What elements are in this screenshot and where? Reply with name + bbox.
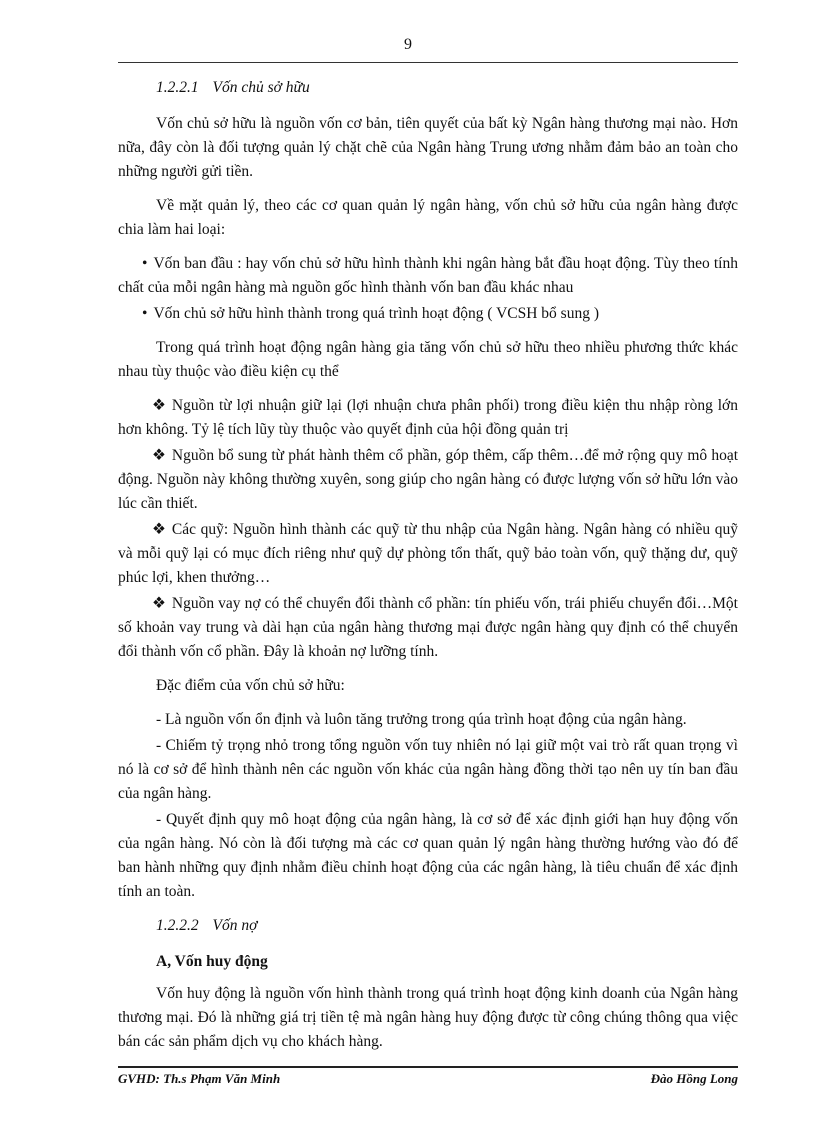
diamond-bullet-icon: ❖: [152, 521, 166, 538]
list-item: • Vốn chủ sở hữu hình thành trong quá trình hoạt động ( VCSH bổ sung ): [118, 302, 738, 326]
paragraph: Về mặt quản lý, theo các cơ quan quản lý ngân hàng, vốn chủ sở hữu của ngân hàng được chia làm hai loại:: [118, 197, 738, 238]
list-item: - Chiếm tỷ trọng nhỏ trong tổng nguồn vốn tuy nhiên nó lại giữ một vai trò rất quan trọng vì nó là cơ sở để hình thành nên các nguồn vốn khác của ngân hàng đồng thời tạo nên uy tín ban đầu của ngân hàng.: [118, 737, 738, 802]
list-item: ❖ Nguồn từ lợi nhuận giữ lại (lợi nhuận chưa phân phối) trong điều kiện thu nhập ròng lớn hơn không. Tỷ lệ tích lũy tùy thuộc vào quyết định của hội đồng quản trị: [118, 394, 738, 442]
paragraph: Vốn huy động là nguồn vốn hình thành trong quá trình hoạt động kinh doanh của Ngân hàng thương mại. Đó là những giá trị tiền tệ mà ngân hàng huy động được từ công chúng thông qua việc bán các sản phẩm dịch vụ cho khách hàng.: [118, 985, 738, 1050]
page-number: 9: [404, 36, 412, 53]
bullet-dot-icon: •: [142, 255, 148, 272]
section-heading-1-2-2-1: [156, 76, 738, 100]
list-item: ❖ Các quỹ: Nguồn hình thành các quỹ từ thu nhập của Ngân hàng. Ngân hàng có nhiều quỹ và mỗi quỹ lại có mục đích riêng như quỹ dự phòng tổn thất, quỹ bảo toàn vốn, quỹ thặng dư, quỹ phúc lợi, khen thưởng…: [118, 518, 738, 590]
paragraph: Vốn chủ sở hữu là nguồn vốn cơ bản, tiên quyết của bất kỳ Ngân hàng thương mại nào. Hơn nữa, đây còn là đối tượng quản lý chặt chẽ của Ngân hàng Trung ương nhằm đảm bảo an toàn cho những người gửi tiền.: [118, 115, 738, 180]
diamond-bullet-icon: ❖: [152, 447, 166, 464]
subheading: A, Vốn huy động: [156, 953, 268, 970]
diamond-bullet-icon: ❖: [152, 595, 166, 612]
section-title: Vốn chủ sở hữu: [212, 79, 310, 96]
page-body: [118, 70, 738, 1064]
footer-rule: [118, 1066, 738, 1068]
list-item: ❖ Nguồn bổ sung từ phát hành thêm cổ phần, góp thêm, cấp thêm…để mở rộng quy mô hoạt động. Nguồn này không thường xuyên, song giúp cho ngân hàng có được lượng vốn sở hữu lớn vào lúc cần thiết.: [118, 444, 738, 516]
section-number: 1.2.2.1: [156, 79, 199, 96]
diamond-bullet-icon: ❖: [152, 397, 166, 414]
list-item: • Vốn ban đầu : hay vốn chủ sở hữu hình thành khi ngân hàng bắt đầu hoạt động. Tùy theo tính chất của mỗi ngân hàng mà nguồn gốc hình thành vốn ban đầu khác nhau: [118, 252, 738, 300]
list-item: ❖ Nguồn vay nợ có thể chuyển đổi thành cổ phần: tín phiếu vốn, trái phiếu chuyển đổi…Một số khoản vay trung và dài hạn của ngân hàng thương mại được ngân hàng quy định có thể chuyển đổi thành vốn cổ phần. Đây là khoản nợ lưỡng tính.: [118, 592, 738, 664]
section-title: Vốn nợ: [212, 917, 258, 934]
header-rule: [118, 62, 738, 63]
section-heading-1-2-2-2: [156, 914, 738, 938]
list-item: - Quyết định quy mô hoạt động của ngân hàng, là cơ sở để xác định giới hạn huy động vốn của ngân hàng. Nó còn là đối tượng mà các cơ quan quản lý ngân hàng thường hướng vào đó để ban hành những quy định nhằm điều chỉnh hoạt động của các ngân hàng, là tiêu chuẩn để xác định tính an toàn.: [118, 811, 738, 900]
bullet-dot-icon: •: [142, 305, 148, 322]
list-item: - Là nguồn vốn ổn định và luôn tăng trưởng trong qúa trình hoạt động của ngân hàng.: [156, 711, 687, 728]
footer-author: Đào Hồng Long: [650, 1071, 738, 1086]
paragraph: Đặc điểm của vốn chủ sở hữu:: [156, 677, 345, 694]
paragraph: Trong quá trình hoạt động ngân hàng gia tăng vốn chủ sở hữu theo nhiều phương thức khác nhau tùy thuộc vào điều kiện cụ thể: [118, 339, 738, 380]
section-number: 1.2.2.2: [156, 917, 199, 934]
footer-advisor: GVHD: Th.s Phạm Văn Minh: [118, 1071, 281, 1086]
